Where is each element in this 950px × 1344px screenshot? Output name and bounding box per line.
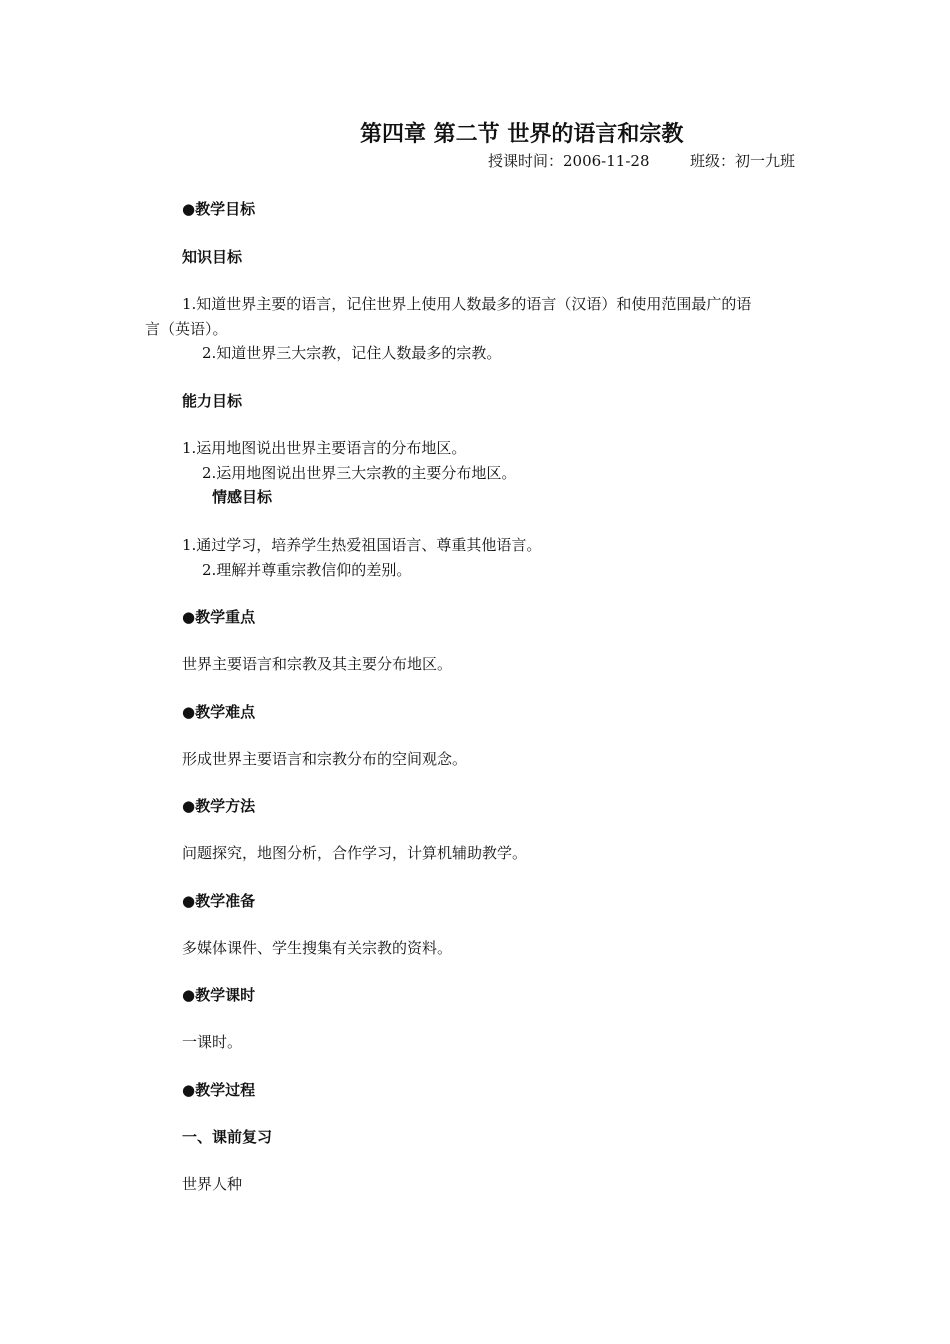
review-text: 世界人种 xyxy=(182,1175,243,1193)
hours-text: 一课时。 xyxy=(182,1033,243,1051)
method-text: 问题探究，地图分析，合作学习，计算机辅助教学。 xyxy=(182,844,528,862)
emotion-item-2: 2.理解并尊重宗教信仰的差别。 xyxy=(202,561,412,579)
process-heading: ●教学过程 xyxy=(182,1081,256,1099)
preparation-heading: ●教学准备 xyxy=(182,892,256,910)
hours-heading: ●教学课时 xyxy=(182,986,256,1004)
key-points-heading: ●教学重点 xyxy=(182,608,256,626)
key-points-text: 世界主要语言和宗教及其主要分布地区。 xyxy=(182,655,453,673)
goals-heading: ●教学目标 xyxy=(182,200,256,218)
class-name: 班级：初一九班 xyxy=(690,152,796,170)
document-title: 第四章 第二节 世界的语言和宗教 xyxy=(360,122,684,147)
emotion-heading: 情感目标 xyxy=(212,488,273,506)
ability-heading: 能力目标 xyxy=(182,392,243,410)
ability-item-2: 2.运用地图说出世界三大宗教的主要分布地区。 xyxy=(202,464,517,482)
preparation-text: 多媒体课件、学生搜集有关宗教的资料。 xyxy=(182,939,453,957)
ability-item-1: 1.运用地图说出世界主要语言的分布地区。 xyxy=(182,439,467,457)
knowledge-item-1-line2: 言（英语）。 xyxy=(145,320,228,338)
knowledge-item-2: 2.知道世界三大宗教，记住人数最多的宗教。 xyxy=(202,344,502,362)
knowledge-item-1-line1: 1.知道世界主要的语言，记住世界上使用人数最多的语言（汉语）和使用范围最广的语 xyxy=(182,295,752,313)
difficulty-heading: ●教学难点 xyxy=(182,703,256,721)
lesson-date: 授课时间：2006-11-28 xyxy=(488,152,650,170)
difficulty-text: 形成世界主要语言和宗教分布的空间观念。 xyxy=(182,750,468,768)
review-heading: 一、课前复习 xyxy=(182,1128,273,1146)
emotion-item-1: 1.通过学习，培养学生热爱祖国语言、尊重其他语言。 xyxy=(182,536,542,554)
knowledge-heading: 知识目标 xyxy=(182,248,243,266)
method-heading: ●教学方法 xyxy=(182,797,256,815)
